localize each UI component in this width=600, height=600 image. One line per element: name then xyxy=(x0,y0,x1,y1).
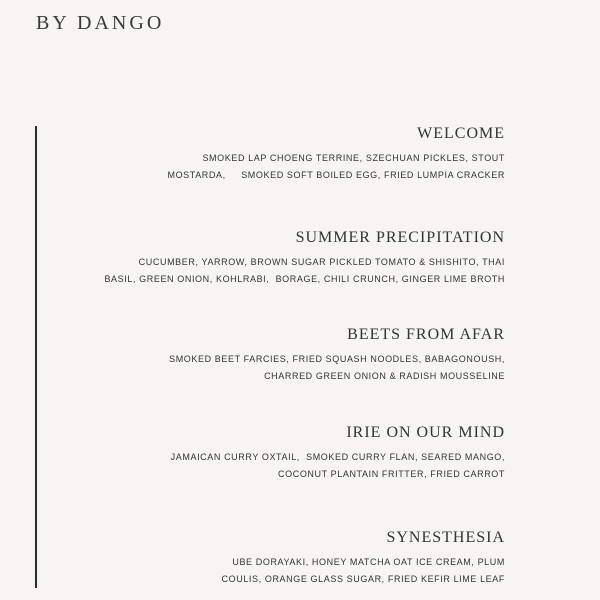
description-line: CUCUMBER, YARROW, BROWN SUGAR PICKLED TOMATO & SHISHITO, THAI xyxy=(138,257,505,267)
description-line: CHARRED GREEN ONION & RADISH MOUSSELINE xyxy=(264,371,505,381)
course-synesthesia xyxy=(45,528,505,588)
course-title: IRIE ON OUR MIND xyxy=(346,424,505,441)
description-line: JAMAICAN CURRY OXTAIL, SMOKED CURRY FLAN, SEARED MANGO, xyxy=(170,452,505,462)
course-welcome xyxy=(45,124,505,184)
description-line: BASIL, GREEN ONION, KOHLRABI, BORAGE, CHILI CRUNCH, GINGER LIME BROTH xyxy=(104,274,505,284)
course-description xyxy=(45,254,505,288)
description-line: COCONUT PLANTAIN FRITTER, FRIED CARROT xyxy=(278,469,505,479)
brand-title: BY DANGO xyxy=(36,12,165,34)
course-title: BEETS FROM AFAR xyxy=(347,326,505,343)
description-line: SMOKED LAP CHOENG TERRINE, SZECHUAN PICKLES, STOUT xyxy=(202,153,505,163)
course-description xyxy=(45,150,505,184)
vertical-divider xyxy=(35,126,37,588)
course-title: SYNESTHESIA xyxy=(386,529,505,546)
description-line: COULIS, ORANGE GLASS SUGAR, FRIED KEFIR LIME LEAF xyxy=(221,574,505,584)
course-beets-from-afar xyxy=(45,325,505,385)
course-title: SUMMER PRECIPITATION xyxy=(295,229,505,246)
course-title: WELCOME xyxy=(417,125,505,142)
description-line: SMOKED BEET FARCIES, FRIED SQUASH NOODLES, BABAGONOUSH, xyxy=(169,354,505,364)
description-line: MOSTARDA, SMOKED SOFT BOILED EGG, FRIED LUMPIA CRACKER xyxy=(167,170,505,180)
course-description xyxy=(45,449,505,483)
course-description xyxy=(45,351,505,385)
course-irie-on-our-mind xyxy=(45,423,505,483)
course-description xyxy=(45,554,505,588)
description-line: UBE DORAYAKI, HONEY MATCHA OAT ICE CREAM, PLUM xyxy=(232,557,505,567)
course-summer-precipitation xyxy=(45,228,505,288)
